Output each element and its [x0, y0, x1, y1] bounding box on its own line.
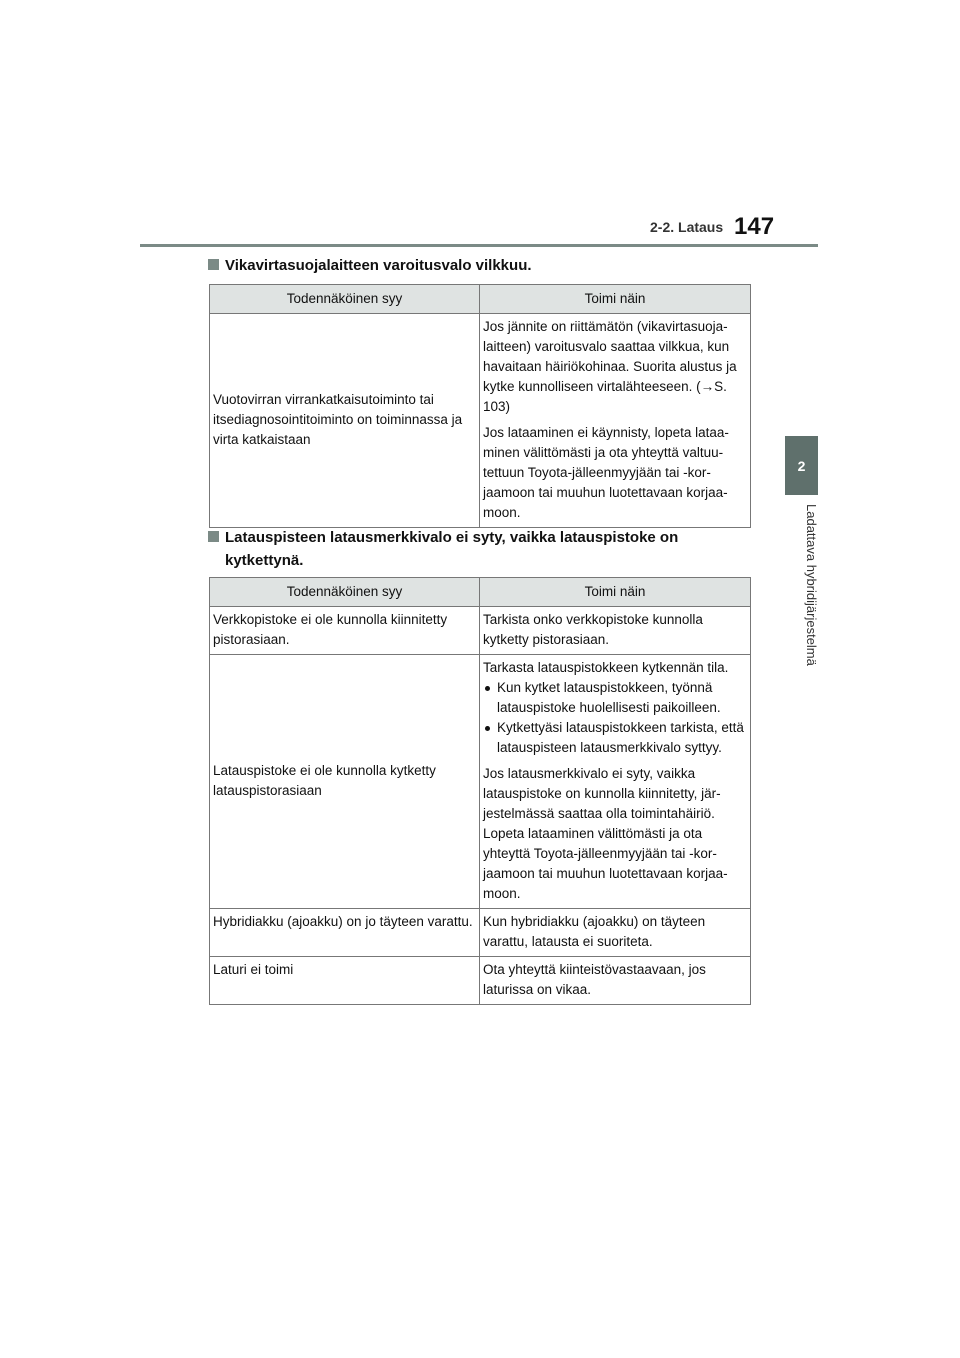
action-cell	[480, 314, 751, 528]
list-item: Kun kytket latauspistokkeen, työnnä latauspistoke huolellisesti paikoilleen.	[483, 678, 747, 718]
column-header-cause: Todennäköinen syy	[210, 285, 480, 314]
action-paragraph: Tarkasta latauspistokkeen kytkennän tila.	[483, 660, 729, 675]
heading-text: Vikavirtasuojalaitteen varoitusvalo vilkkuu.	[225, 257, 532, 274]
action-cell: Kun hybridiakku (ajoakku) on täyteen varattu, latausta ei suoriteta.	[480, 909, 751, 957]
section-heading-1	[208, 254, 748, 277]
action-paragraph: Jos lataaminen ei käynnisty, lopeta lataa-minen välittömästi ja ota yhteyttä valtuu-tettuun Toyota-jälleenmyyjään tai -kor-jaamoon tai muuhun luotettavaan korjaa-moon.	[483, 425, 729, 520]
chapter-number: 2	[797, 457, 806, 474]
cause-cell: Verkkopistoke ei ole kunnolla kiinnitetty pistorasiaan.	[210, 607, 480, 655]
action-paragraph: Jos latausmerkkivalo ei syty, vaikka latauspistoke on kunnolla kiinnitetty, jär-jestelmässä saattaa olla toimintahäiriö. Lopeta lataaminen välittömästi ja ota yhteyttä Toyota-jälleenmyyjään tai -kor-jaamoon tai muuhun luotettavaan korjaa-moon.	[483, 766, 728, 901]
action-bullet-list	[483, 678, 747, 758]
action-cell	[480, 655, 751, 909]
trouble-table-2	[209, 577, 751, 1005]
header-divider	[140, 244, 818, 247]
table-row	[210, 909, 751, 957]
heading-text-line1: Latauspisteen latausmerkkivalo ei syty, vaikka latauspistoke on	[225, 529, 679, 546]
table-row	[210, 314, 751, 528]
chapter-title: Ladattava hybridijärjestelmä	[804, 504, 819, 666]
page-number: 147	[734, 213, 775, 240]
table-header-row	[210, 578, 751, 607]
list-item: Kytkettyäsi latauspistokkeen tarkista, että latauspisteen latausmerkkivalo syttyy.	[483, 718, 747, 758]
table-header-row	[210, 285, 751, 314]
section-heading-2	[208, 526, 748, 572]
column-header-action: Toimi näin	[480, 285, 751, 314]
cause-cell: Hybridiakku (ajoakku) on jo täyteen varattu.	[210, 909, 480, 957]
table-row	[210, 655, 751, 909]
action-cell: Tarkista onko verkkopistoke kunnolla kytketty pistorasiaan.	[480, 607, 751, 655]
column-header-cause: Todennäköinen syy	[210, 578, 480, 607]
chapter-tab	[785, 436, 818, 495]
square-bullet-icon	[208, 259, 219, 270]
heading-text-line2: kytkettynä.	[225, 552, 304, 569]
square-bullet-icon	[208, 531, 219, 542]
column-header-action: Toimi näin	[480, 578, 751, 607]
cause-cell: Laturi ei toimi	[210, 957, 480, 1005]
trouble-table-1	[209, 284, 751, 528]
action-paragraph: Jos jännite on riittämätön (vikavirtasuoja-laitteen) varoitusvalo saattaa vilkkua, kun havaitaan häiriökohinaa. Suorita alustus ja kytke kunnolliseen virtalähteeseen. (→S. 103)	[483, 319, 737, 414]
section-label: 2-2. Lataus	[650, 219, 724, 235]
table-row	[210, 957, 751, 1005]
cause-cell: Latauspistoke ei ole kunnolla kytketty latauspistorasiaan	[210, 655, 480, 909]
action-cell: Ota yhteyttä kiinteistövastaavaan, jos laturissa on vikaa.	[480, 957, 751, 1005]
table-row	[210, 607, 751, 655]
cause-cell: Vuotovirran virrankatkaisutoiminto tai itsediagnosointitoiminto on toiminnassa ja virta katkaistaan	[210, 314, 480, 528]
